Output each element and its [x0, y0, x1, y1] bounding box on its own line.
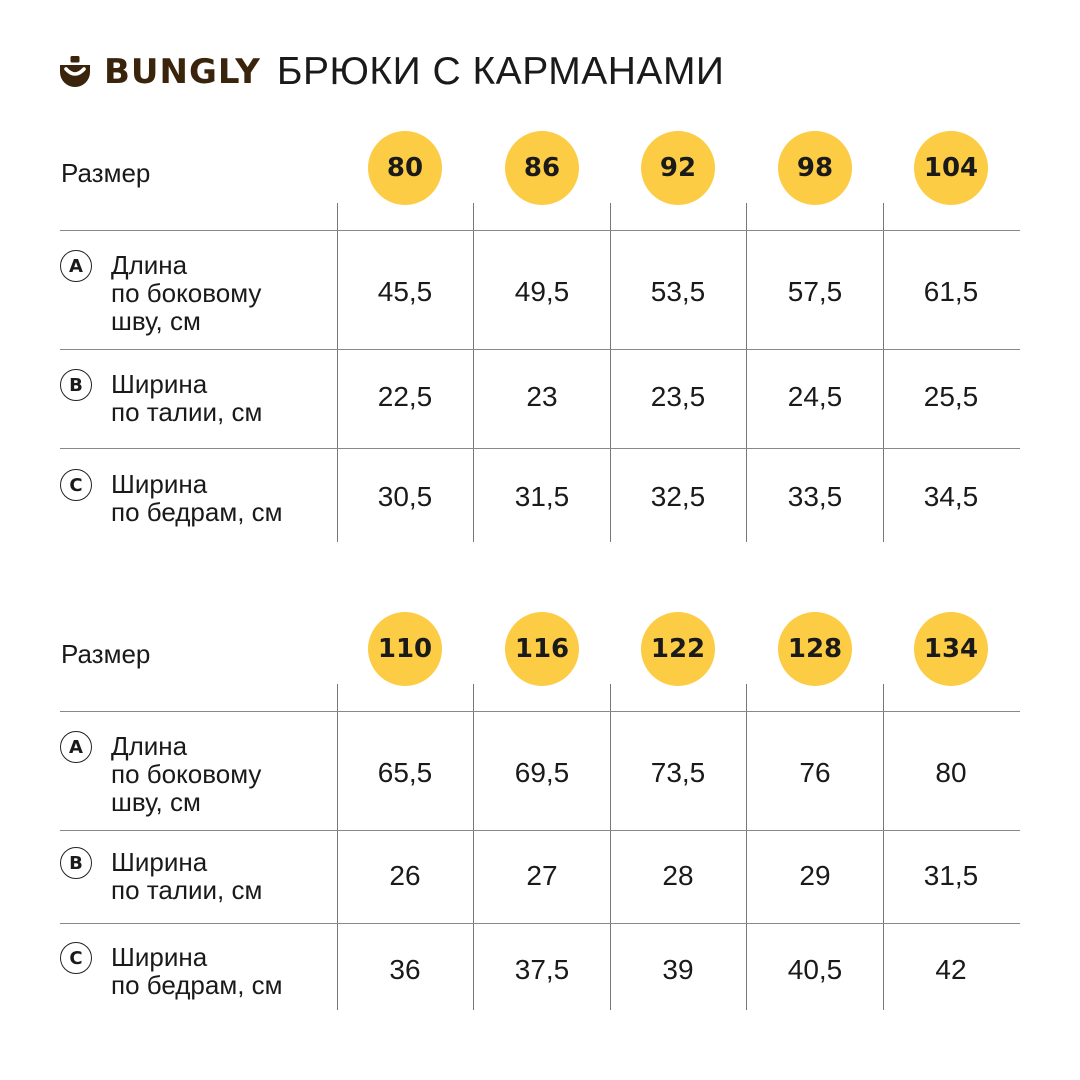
- header: [58, 44, 724, 100]
- measurement-label: [111, 470, 283, 526]
- table-cell: 25,5: [923, 381, 979, 412]
- measurement-label: [111, 251, 261, 335]
- table-cell: 31,5: [514, 481, 570, 512]
- brand-name: BUNGLY: [104, 52, 261, 92]
- table-cell: 57,5: [787, 276, 843, 307]
- table-cell: 36: [389, 954, 421, 985]
- table-cell: 73,5: [650, 757, 706, 788]
- measurement-label-line: по талии, см: [111, 875, 263, 905]
- measurement-badge: B: [60, 847, 92, 879]
- table-cell: 34,5: [923, 481, 979, 512]
- measurement-badge: A: [60, 731, 92, 763]
- table-cell: 49,5: [514, 276, 570, 307]
- size-badge: 116: [505, 612, 579, 686]
- size-badge: 134: [914, 612, 988, 686]
- table-cell: 37,5: [514, 954, 570, 985]
- row-divider: [60, 830, 1020, 831]
- measurement-label-line: по бедрам, см: [111, 497, 283, 527]
- table-cell: 30,5: [377, 481, 433, 512]
- size-badge: 92: [641, 131, 715, 205]
- size-badge: 128: [778, 612, 852, 686]
- measurement-label-line: Ширина: [111, 469, 208, 499]
- table-cell: 22,5: [377, 381, 433, 412]
- table-cell: 27: [526, 860, 558, 891]
- measurement-label-line: Ширина: [111, 942, 208, 972]
- size-badge: 98: [778, 131, 852, 205]
- measurement-label-line: Ширина: [111, 847, 208, 877]
- measurement-label: [111, 848, 262, 904]
- measurement-badge: C: [60, 942, 92, 974]
- table-cell: 28: [662, 860, 694, 891]
- table-cell: 33,5: [787, 481, 843, 512]
- table-cell: 23,5: [650, 381, 706, 412]
- table-cell: 53,5: [650, 276, 706, 307]
- table-cell: 29: [799, 860, 831, 891]
- measurement-badge: B: [60, 369, 92, 401]
- measurement-label-line: по боковому: [111, 278, 262, 308]
- measurement-label-line: по боковому: [111, 759, 262, 789]
- smile-cup-icon: [58, 55, 92, 89]
- size-label: Размер: [61, 158, 151, 188]
- product-title: БРЮКИ С КАРМАНАМИ: [276, 50, 725, 93]
- measurement-label-line: Длина: [111, 250, 188, 280]
- table-cell: 31,5: [923, 860, 979, 891]
- row-divider: [60, 448, 1020, 449]
- measurement-label-line: шву, см: [111, 306, 201, 336]
- measurement-label: [111, 370, 262, 426]
- row-divider: [60, 230, 1020, 231]
- measurement-label: [111, 732, 261, 816]
- size-label: Размер: [61, 639, 151, 669]
- table-cell: 39: [662, 954, 694, 985]
- size-badge: 122: [641, 612, 715, 686]
- row-divider: [60, 923, 1020, 924]
- table-cell: 42: [935, 954, 967, 985]
- table-cell: 23: [526, 381, 558, 412]
- row-divider: [60, 349, 1020, 350]
- measurement-badge: C: [60, 469, 92, 501]
- table-cell: 40,5: [787, 954, 843, 985]
- table-cell: 45,5: [377, 276, 433, 307]
- table-cell: 26: [389, 860, 421, 891]
- measurement-label-line: Ширина: [111, 369, 208, 399]
- table-cell: 76: [799, 757, 831, 788]
- size-badge: 80: [368, 131, 442, 205]
- table-cell: 32,5: [650, 481, 706, 512]
- measurement-label-line: по бедрам, см: [111, 970, 283, 1000]
- table-cell: 65,5: [377, 757, 433, 788]
- table-cell: 24,5: [787, 381, 843, 412]
- row-divider: [60, 711, 1020, 712]
- measurement-badge: A: [60, 250, 92, 282]
- table-cell: 80: [935, 757, 967, 788]
- size-badge: 110: [368, 612, 442, 686]
- brand-logo: [58, 52, 261, 92]
- table-cell: 61,5: [923, 276, 979, 307]
- table-cell: 69,5: [514, 757, 570, 788]
- size-badge: 104: [914, 131, 988, 205]
- measurement-label-line: шву, см: [111, 787, 201, 817]
- measurement-label-line: по талии, см: [111, 397, 263, 427]
- size-badge: 86: [505, 131, 579, 205]
- measurement-label: [111, 943, 283, 999]
- measurement-label-line: Длина: [111, 731, 188, 761]
